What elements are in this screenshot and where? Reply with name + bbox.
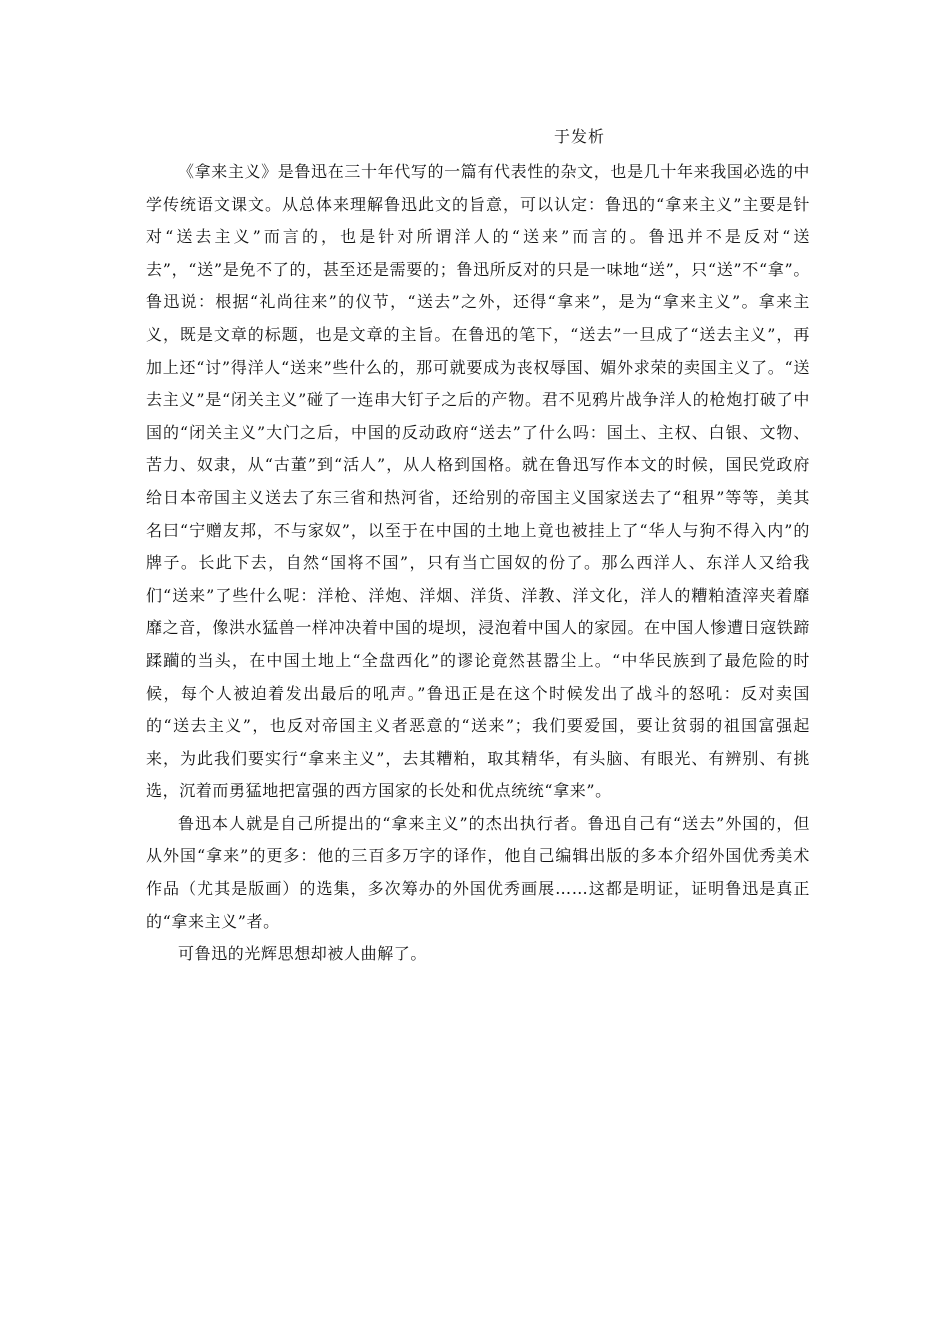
paragraph-1: 《拿来主义》是鲁迅在三十年代写的一篇有代表性的杂文，也是几十年来我国必选的中学传统语文课文。从总体来理解鲁迅此文的旨意，可以认定：鲁迅的“拿来主义”主要是针对“送去主义”而言的，也是针对所谓洋人的“送来”而言的。鲁迅并不是反对“送去”，“送”是免不了的，甚至还是需要的；鲁迅所反对的只是一味地“送”，只“送”不“拿”。鲁迅说：根据“礼尚往来”的仪节，“送去”之外，还得“拿来”，是为“拿来主义”。拿来主义，既是文章的标题，也是文章的主旨。在鲁迅的笔下，“送去”一旦成了“送去主义”，再加上还“讨”得洋人“送来”些什么的，那可就要成为丧权辱国、媚外求荣的卖国主义了。“送去主义”是“闭关主义”碰了一连串大钉子之后的产物。君不见鸦片战争洋人的枪炮打破了中国的“闭关主义”大门之后，中国的反动政府“送去”了什么吗：国土、主权、白银、文物、苦力、奴隶，从“古董”到“活人”，从人格到国格。就在鲁迅写作本文的时候，国民党政府给日本帝国主义送去了东三省和热河省，还给别的帝国主义国家送去了“租界”等等，美其名曰“宁赠友邦，不与家奴”，以至于在中国的土地上竟也被挂上了“华人与狗不得入内”的牌子。长此下去，自然“国将不国”，只有当亡国奴的份了。那么西洋人、东洋人又给我们“送来”了些什么呢：洋枪、洋炮、洋烟、洋货、洋教、洋文化，洋人的糟粕渣滓夹着靡靡之音，像洪水猛兽一样冲决着中国的堤坝，浸泡着中国人的家园。在中国人惨遭日寇铁蹄蹂躏的当头，在中国土地上“全盘西化”的谬论竟然甚嚣尘上。“中华民族到了最危险的时候，每个人被迫着发出最后的吼声。”鲁迅正是在这个时候发出了战斗的怒吼：反对卖国的“送去主义”，也反对帝国主义者恶意的“送来”；我们要爱国，要让贫弱的祖国富强起来，为此我们要实行“拿来主义”，去其糟粕，取其精华，有头脑、有眼光、有辨别、有挑选，沉着而勇猛地把富强的西方国家的长处和优点统统“拿来”。 <box>146 162 811 801</box>
paragraph-2: 鲁迅本人就是自己所提出的“拿来主义”的杰出执行者。鲁迅自己有“送去”外国的，但从外国“拿来”的更多：他的三百多万字的译作，他自己编辑出版的多本介绍外国优秀美术作品（尤其是版画）的选集，多次筹办的外国优秀画展……这都是明证，证明鲁迅是真正的“拿来主义”者。 <box>146 813 810 931</box>
article-body <box>146 156 810 971</box>
author-name: 于发析 <box>554 127 606 146</box>
paragraph-3: 可鲁迅的光辉思想却被人曲解了。 <box>178 944 428 964</box>
